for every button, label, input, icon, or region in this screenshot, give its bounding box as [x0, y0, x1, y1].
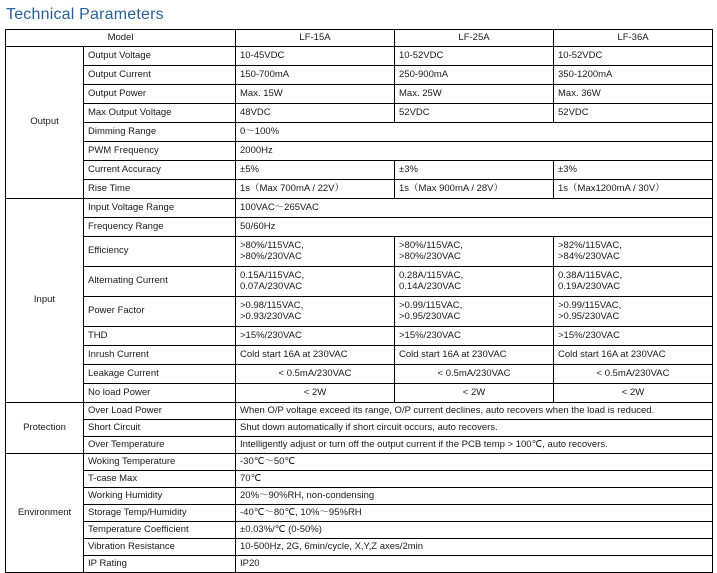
- table-row: [6, 141, 713, 160]
- value-cell-span: 0～100%: [236, 122, 713, 141]
- value-line: >0.95/230VAC: [558, 311, 620, 323]
- table-row: [6, 504, 713, 521]
- value-cell-span: IP20: [236, 555, 713, 572]
- value-cell: [395, 296, 554, 326]
- table-row: [6, 198, 713, 217]
- value-line: >80%/115VAC,: [240, 239, 304, 251]
- value-cell: Max. 25W: [395, 84, 554, 103]
- value-cell-span: 10-500Hz, 2G, 6min/cycle, X,Y,Z axes/2min: [236, 538, 713, 555]
- table-body: [6, 30, 713, 573]
- table-row: [6, 345, 713, 364]
- value-cell: < 0.5mA/230VAC: [554, 364, 713, 383]
- value-line: >80%/230VAC: [240, 251, 302, 263]
- value-cell: Cold start 16A at 230VAC: [395, 345, 554, 364]
- value-line: 0.19A/230VAC: [558, 281, 621, 293]
- parameter-label: Max Output Voltage: [84, 103, 236, 122]
- value-line: 0.15A/115VAC,: [240, 269, 305, 281]
- value-cell: [236, 266, 395, 296]
- value-cell-span: 20%～90%RH, non-condensing: [236, 487, 713, 504]
- parameter-label: Input Voltage Range: [84, 198, 236, 217]
- parameter-label: PWM Frequency: [84, 141, 236, 160]
- group-cell-environment: Environment: [6, 453, 84, 572]
- table-row: [6, 470, 713, 487]
- parameter-label: Leakage Current: [84, 364, 236, 383]
- table-row: [6, 402, 713, 419]
- value-line: >0.95/230VAC: [399, 311, 461, 323]
- table-row: [6, 453, 713, 470]
- parameter-label: Short Circuit: [84, 419, 236, 436]
- value-cell: ±3%: [395, 160, 554, 179]
- value-line: >0.99/115VAC,: [399, 299, 463, 311]
- value-cell: < 0.5mA/230VAC: [395, 364, 554, 383]
- value-cell: >15%/230VAC: [236, 326, 395, 345]
- value-line: >0.99/115VAC,: [558, 299, 622, 311]
- value-cell: Max. 15W: [236, 84, 395, 103]
- parameter-label: Working Humidity: [84, 487, 236, 504]
- table-row: [6, 266, 713, 296]
- value-cell-span: Intelligently adjust or turn off the output current if the PCB temp > 100℃, auto recovers.: [236, 436, 713, 453]
- value-cell-span: 50/60Hz: [236, 217, 713, 236]
- model-header-cell: Model: [6, 30, 236, 47]
- value-line: >0.98/115VAC,: [240, 299, 304, 311]
- value-cell: >15%/230VAC: [554, 326, 713, 345]
- value-cell: 1s（Max1200mA / 30V）: [554, 179, 713, 198]
- parameter-label: IP Rating: [84, 555, 236, 572]
- table-row: [6, 383, 713, 402]
- table-row: [6, 217, 713, 236]
- table-row: [6, 84, 713, 103]
- value-line: 0.07A/230VAC: [240, 281, 303, 293]
- table-row: [6, 46, 713, 65]
- value-cell-span: When O/P voltage exceed its range, O/P current declines, auto recovers when the load is reduced.: [236, 402, 713, 419]
- parameter-label: Over Load Power: [84, 402, 236, 419]
- value-cell: ±5%: [236, 160, 395, 179]
- value-cell: 52VDC: [554, 103, 713, 122]
- table-row: [6, 487, 713, 504]
- value-cell: 10-52VDC: [395, 46, 554, 65]
- value-cell: [554, 296, 713, 326]
- model-header-lf36a: LF-36A: [554, 30, 713, 47]
- value-cell: < 2W: [554, 383, 713, 402]
- value-cell: 350-1200mA: [554, 65, 713, 84]
- value-cell: >15%/230VAC: [395, 326, 554, 345]
- value-cell: 1s（Max 900mA / 28V）: [395, 179, 554, 198]
- value-cell: Max. 36W: [554, 84, 713, 103]
- value-cell: 1s（Max 700mA / 22V）: [236, 179, 395, 198]
- table-row: [6, 296, 713, 326]
- value-cell-span: ±0.03%/℃ (0-50%): [236, 521, 713, 538]
- table-row: [6, 419, 713, 436]
- table-row: [6, 555, 713, 572]
- technical-parameters-table: [5, 29, 713, 573]
- table-header-row: [6, 30, 713, 47]
- value-line: 0.14A/230VAC: [399, 281, 462, 293]
- table-row: [6, 160, 713, 179]
- value-cell-span: -40℃～80℃, 10%～95%RH: [236, 504, 713, 521]
- table-row: [6, 521, 713, 538]
- parameter-label: No load Power: [84, 383, 236, 402]
- value-cell-span: Shut down automatically if short circuit occurs, auto recovers.: [236, 419, 713, 436]
- table-row: [6, 364, 713, 383]
- value-cell: [395, 266, 554, 296]
- parameter-label: T-case Max: [84, 470, 236, 487]
- value-cell: ±3%: [554, 160, 713, 179]
- value-cell: [236, 236, 395, 266]
- parameter-label: Storage Temp/Humidity: [84, 504, 236, 521]
- value-line: >82%/115VAC,: [558, 239, 622, 251]
- parameter-label: Efficiency: [84, 236, 236, 266]
- parameter-label: Output Power: [84, 84, 236, 103]
- group-cell-output: Output: [6, 46, 84, 198]
- parameter-label: Power Factor: [84, 296, 236, 326]
- table-row: [6, 65, 713, 84]
- parameter-label: Current Accuracy: [84, 160, 236, 179]
- value-line: 0.28A/115VAC,: [399, 269, 464, 281]
- value-cell: Cold start 16A at 230VAC: [554, 345, 713, 364]
- value-line: >80%/230VAC: [399, 251, 461, 263]
- group-cell-protection: Protection: [6, 402, 84, 453]
- parameter-label: Output Current: [84, 65, 236, 84]
- parameter-label: Alternating Current: [84, 266, 236, 296]
- value-line: 0.38A/115VAC,: [558, 269, 623, 281]
- parameter-label: Rise Time: [84, 179, 236, 198]
- value-cell: 52VDC: [395, 103, 554, 122]
- value-cell-span: 2000Hz: [236, 141, 713, 160]
- value-cell: [395, 236, 554, 266]
- value-cell: [554, 236, 713, 266]
- value-cell: < 0.5mA/230VAC: [236, 364, 395, 383]
- table-row: [6, 436, 713, 453]
- parameter-label: Dimming Range: [84, 122, 236, 141]
- parameter-label: Over Temperature: [84, 436, 236, 453]
- value-cell: Cold start 16A at 230VAC: [236, 345, 395, 364]
- value-cell-span: 70℃: [236, 470, 713, 487]
- value-cell: 48VDC: [236, 103, 395, 122]
- table-row: [6, 103, 713, 122]
- model-header-lf15a: LF-15A: [236, 30, 395, 47]
- table-row: [6, 326, 713, 345]
- parameter-label: Temperature Coefficient: [84, 521, 236, 538]
- value-cell: 250-900mA: [395, 65, 554, 84]
- value-cell: 10-52VDC: [554, 46, 713, 65]
- value-cell: 150-700mA: [236, 65, 395, 84]
- table-row: [6, 122, 713, 141]
- parameter-label: Inrush Current: [84, 345, 236, 364]
- group-cell-input: Input: [6, 198, 84, 402]
- value-line: >84%/230VAC: [558, 251, 620, 263]
- value-line: >80%/115VAC,: [399, 239, 463, 251]
- model-header-lf25a: LF-25A: [395, 30, 554, 47]
- value-cell: [236, 296, 395, 326]
- table-row: [6, 236, 713, 266]
- parameter-label: THD: [84, 326, 236, 345]
- value-cell: < 2W: [236, 383, 395, 402]
- parameter-label: Vibration Resistance: [84, 538, 236, 555]
- value-line: >0.93/230VAC: [240, 311, 302, 323]
- value-cell: [554, 266, 713, 296]
- parameter-label: Woking Temperature: [84, 453, 236, 470]
- value-cell: < 2W: [395, 383, 554, 402]
- table-row: [6, 538, 713, 555]
- value-cell: 10-45VDC: [236, 46, 395, 65]
- page-title: Technical Parameters: [6, 6, 164, 23]
- parameter-label: Frequency Range: [84, 217, 236, 236]
- parameter-label: Output Voltage: [84, 46, 236, 65]
- value-cell-span: -30℃～50℃: [236, 453, 713, 470]
- value-cell-span: 100VAC～265VAC: [236, 198, 713, 217]
- table-row: [6, 179, 713, 198]
